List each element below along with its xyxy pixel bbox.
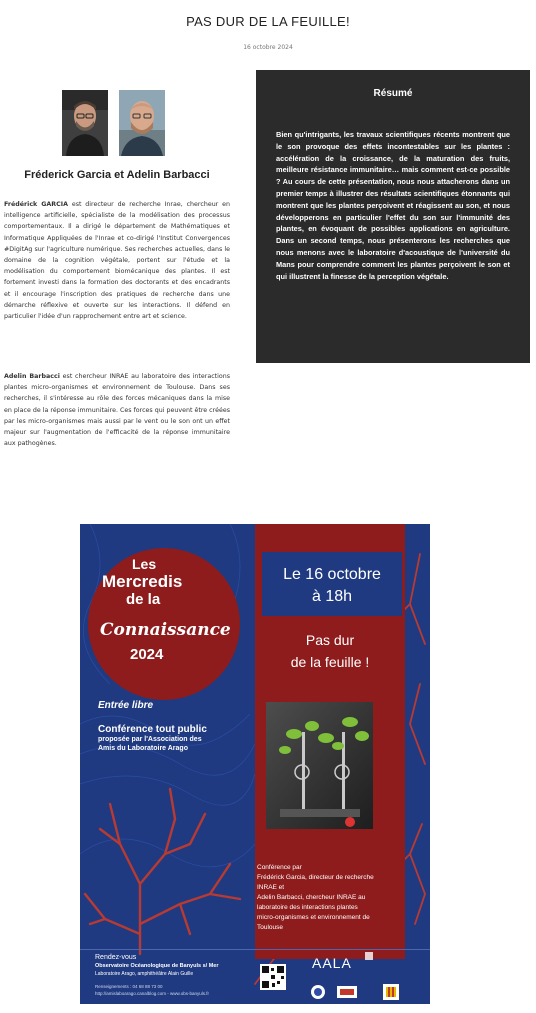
poster-place2: Laboratoire Arago, amphithéâtre Alain Guille [95,971,194,977]
speakers-heading: Fréderick Garcia et Adelin Barbacci [24,169,210,181]
poster-conf6: micro-organismes et environnement de [257,914,370,921]
poster-title-line2: de la feuille ! [290,654,370,670]
poster-les: Les [132,556,157,572]
poster-place1: Observatoire Océanologique de Banyuls s/ Mer [95,963,219,969]
poster-public: Conférence tout public [98,724,207,735]
poster-info1: Renseignements : 04 68 88 73 00 [95,984,163,989]
poster-conf4: Adelin Barbacci, chercheur INRAE au [257,894,366,901]
poster-date-line1: Le 16 octobre [283,566,381,583]
poster-year: 2024 [130,646,164,663]
poster-conf5: laboratoire des interactions plantes [257,904,358,911]
poster-entree-libre: Entrée libre [98,700,154,711]
poster-conf1: Conférence par [257,864,302,871]
portrait-garcia [62,90,108,156]
poster-mercredis: Mercredis [102,572,183,591]
poster-info2: http://amislaboarago.canalblog.com - www.obs-banyuls.fr [95,991,210,996]
bio-barbacci-text: est chercheur INRAE au laboratoire des interactions plantes micro-organismes et environnement de Toulouse. Dans ses recherches, il s'intéresse au rôle des forces mécaniques dans la mise en place de la réponse immunitaire. Ces forces qui peuvent être créées par les micro-organismes mais aussi par le vent ou le son ont un effet majeur sur l'augmentation de l'efficacité de la réponse immunitaire aux pathogènes. [4,373,230,448]
bio-barbacci [4,371,230,449]
bio-garcia-text: est directeur de recherche Inrae, chercheur en intelligence artificielle, spécialiste de la modélisation des processus comportementaux. Il a dirigé le département de Mathématiques et Informatique Appliquées de l'Inrae et co-dirigé l'Institut Convergences #DigitAg sur l'agriculture numérique. Ses recherches actuelles, dans le domaine de la cognition végétale, portent sur l'étude et la modélisation du comportement biomécanique des plantes. Il est fortement investi dans la formation des doctorants et des encadrants et il encourage l'inscription des pratiques de recherche dans une démarche réflexive et ouverte sur les interactions. Il défend en particulier l'idée d'un rapprochement entre art et science. [4,201,230,321]
publish-date: 16 octobre 2024 [243,44,293,51]
poster-conf2: Frédérick Garcia, directeur de recherche [257,874,374,881]
portrait-barbacci [119,90,165,156]
resume-title: Résumé [373,88,413,99]
poster-title-line1: Pas dur [305,632,355,648]
resume-text: Bien qu'intrigants, les travaux scientifiques récents montrent que le son provoque des effets incontestables sur les plantes : accélération de la croissance, de la maturation des fruits, meilleure résistance immunitaire… mais comment est-ce possible ? Au cours de cette présentation, nous nous attacherons dans un premier temps à illustrer des résultats scientifiques étonnants qui montrent que les plantes perçoivent et réagissent au son, et nous développerons en particulier l'effet du son sur l'immunité des plantes, en évoquant de possibles applications en agriculture. Dans un second temps, nous présenterons les recherches que nous menons avec le laboratoire d'acoustique de l'université du Mans pour comprendre comment les plantes perçoivent le son et qui illustrent la finesse de la perception végétale. [276,130,510,281]
bio-barbacci-name: Adelin Barbacci [4,373,60,380]
page-title: PAS DUR DE LA FEUILLE! [186,14,350,29]
poster-propose1: proposée par l'Association des [98,736,202,743]
event-poster [80,524,430,1004]
poster-propose2: Amis du Laboratoire Arago [98,745,188,752]
poster-connaissance: Connaissance [100,620,231,640]
bio-garcia [4,199,230,322]
poster-aala-logo: AALA [312,955,352,971]
poster-conf3: INRAE et [257,884,285,891]
poster-rdv: Rendez-vous [95,954,137,961]
poster-date-line2: à 18h [311,588,353,605]
bio-garcia-name: Frédérick GARCIA [4,201,68,208]
poster-conf7: Toulouse [257,924,284,931]
resume-box [256,70,530,363]
poster-de-la: de la [126,591,161,608]
